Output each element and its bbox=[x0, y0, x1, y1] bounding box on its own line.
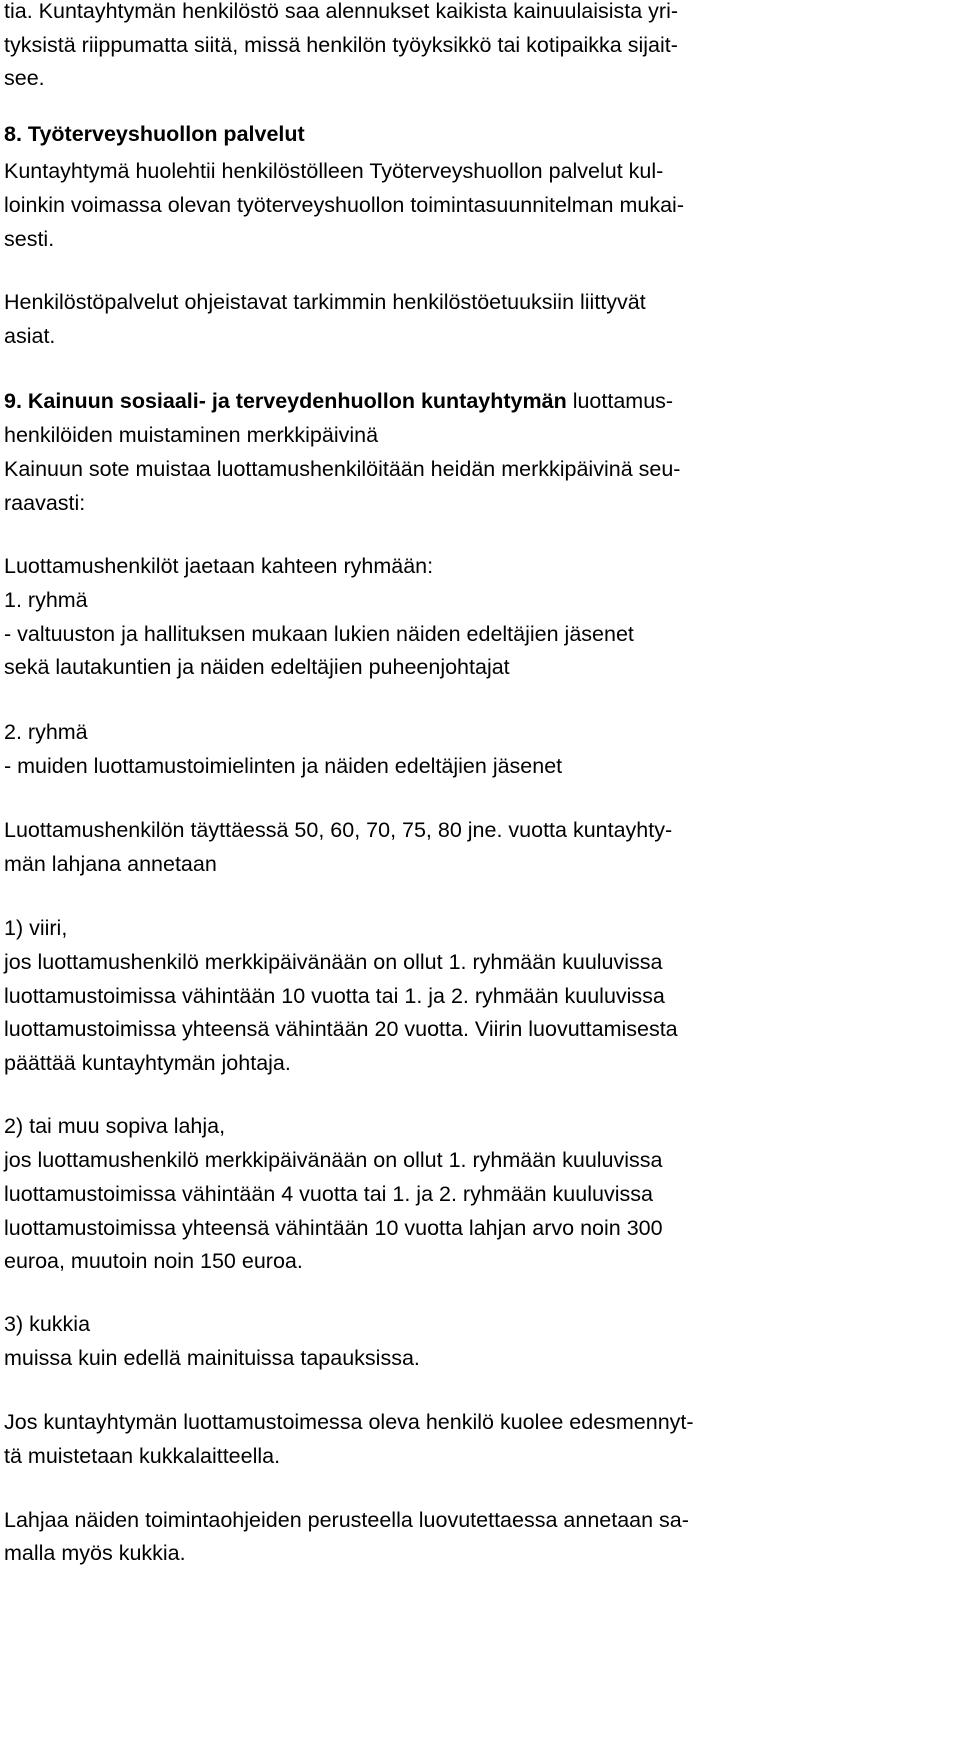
text-line: loinkin voimassa olevan työterveyshuollon toimintasuunnitelman mukai- bbox=[4, 193, 684, 217]
text-line: 1. ryhmä bbox=[4, 588, 88, 612]
text-line: päättää kuntayhtymän johtaja. bbox=[4, 1051, 291, 1075]
text-line: Luottamushenkilöt jaetaan kahteen ryhmään: bbox=[4, 554, 434, 578]
text-line: Luottamushenkilön täyttäessä 50, 60, 70, 75, 80 jne. vuotta kuntayhty- bbox=[4, 818, 673, 842]
text-line: asiat. bbox=[4, 324, 56, 348]
text-line: Henkilöstöpalvelut ohjeistavat tarkimmin henkilöstöetuuksiin liittyvät bbox=[4, 290, 646, 314]
text-line: euroa, muutoin noin 150 euroa. bbox=[4, 1249, 303, 1273]
text-line: män lahjana annetaan bbox=[4, 852, 217, 876]
text-line: tä muistetaan kukkalaitteella. bbox=[4, 1444, 281, 1468]
text-line: muissa kuin edellä mainituissa tapauksissa. bbox=[4, 1346, 420, 1370]
section-heading bbox=[4, 124, 305, 146]
section-heading-text: 8. Työterveyshuollon palvelut bbox=[4, 122, 305, 146]
text-line: Kuntayhtymä huolehtii henkilöstölleen Työterveyshuollon palvelut kul- bbox=[4, 159, 664, 183]
text-line: luottamustoimissa yhteensä vähintään 10 vuotta lahjan arvo noin 300 bbox=[4, 1216, 663, 1240]
text-line: - valtuuston ja hallituksen mukaan lukien näiden edeltäjien jäsenet bbox=[4, 622, 634, 646]
text-line: tia. Kuntayhtymän henkilöstö saa alennukset kaikista kainuulaisista yri- bbox=[4, 0, 679, 23]
text-line: henkilöiden muistaminen merkkipäivinä bbox=[4, 423, 379, 447]
text-line: malla myös kukkia. bbox=[4, 1541, 186, 1565]
text-line: 2. ryhmä bbox=[4, 720, 88, 744]
section-heading-bold: 9. Kainuun sosiaali- ja terveydenhuollon kuntayhtymän bbox=[4, 389, 567, 413]
section-heading bbox=[4, 391, 673, 413]
text-line: - muiden luottamustoimielinten ja näiden edeltäjien jäsenet bbox=[4, 754, 563, 778]
text-line: tyksistä riippumatta siitä, missä henkilön työyksikkö tai kotipaikka sijait- bbox=[4, 33, 678, 57]
text-line: Jos kuntayhtymän luottamustoimessa oleva henkilö kuolee edesmennyt- bbox=[4, 1410, 694, 1434]
text-line: jos luottamushenkilö merkkipäivänään on ollut 1. ryhmään kuuluvissa bbox=[4, 950, 663, 974]
text-line: raavasti: bbox=[4, 491, 86, 515]
text-line: see. bbox=[4, 66, 45, 90]
text-line: sesti. bbox=[4, 227, 55, 251]
text-line: Lahjaa näiden toimintaohjeiden perusteella luovutettaessa annetaan sa- bbox=[4, 1508, 689, 1532]
text-line: jos luottamushenkilö merkkipäivänään on ollut 1. ryhmään kuuluvissa bbox=[4, 1148, 663, 1172]
text-line: luottamustoimissa yhteensä vähintään 20 vuotta. Viirin luovuttamisesta bbox=[4, 1017, 678, 1041]
text-line: sekä lautakuntien ja näiden edeltäjien puheenjohtajat bbox=[4, 655, 510, 679]
text-line: 1) viiri, bbox=[4, 916, 68, 940]
text-line: 2) tai muu sopiva lahja, bbox=[4, 1114, 226, 1138]
text-line: luottamustoimissa vähintään 4 vuotta tai 1. ja 2. ryhmään kuuluvissa bbox=[4, 1182, 653, 1206]
text-line: Kainuun sote muistaa luottamushenkilöitään heidän merkkipäivinä seu- bbox=[4, 457, 681, 481]
section-heading-rest: luottamus- bbox=[566, 389, 674, 413]
text-line: 3) kukkia bbox=[4, 1312, 91, 1336]
text-line: luottamustoimissa vähintään 10 vuotta tai 1. ja 2. ryhmään kuuluvissa bbox=[4, 984, 665, 1008]
